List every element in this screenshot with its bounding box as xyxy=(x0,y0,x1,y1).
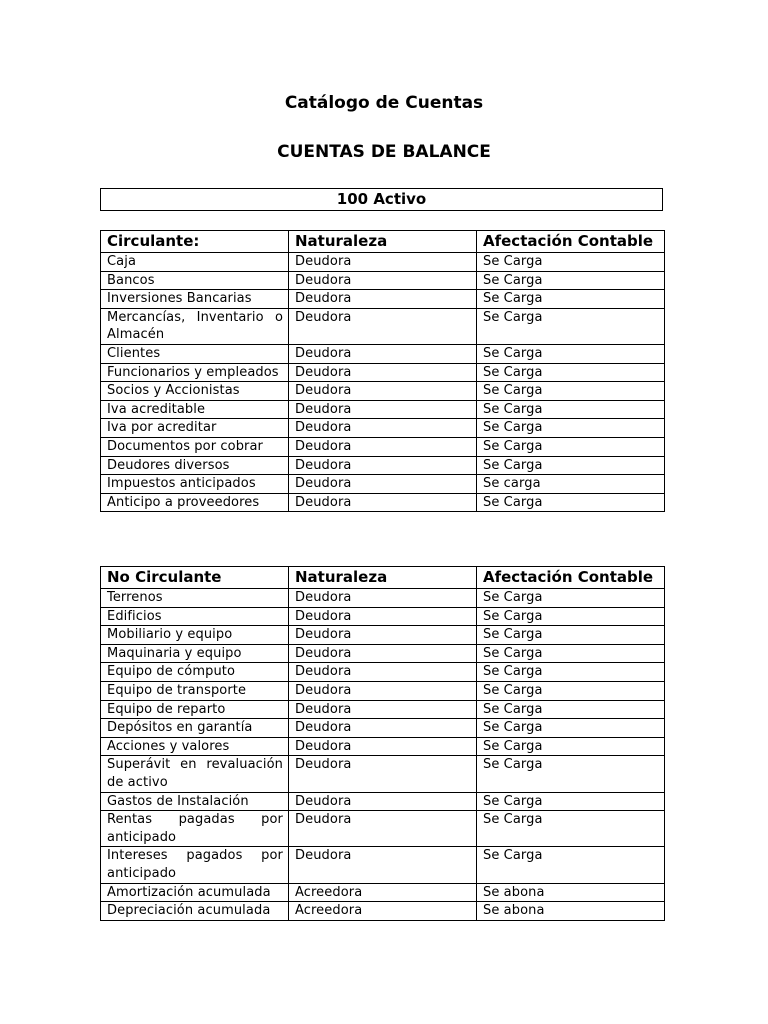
cell-afectacion: Se Carga xyxy=(477,400,665,419)
cell-naturaleza: Deudora xyxy=(289,719,477,738)
table-row xyxy=(101,456,665,475)
table-row xyxy=(101,756,665,792)
table-row xyxy=(101,419,665,438)
column-header-afectacion: Afectación Contable xyxy=(477,231,665,253)
cell-cuenta: Deudores diversos xyxy=(101,456,289,475)
cell-cuenta: Acciones y valores xyxy=(101,737,289,756)
cell-afectacion: Se Carga xyxy=(477,493,665,512)
table-row xyxy=(101,437,665,456)
cell-naturaleza: Deudora xyxy=(289,475,477,494)
cell-cuenta: Edificios xyxy=(101,607,289,626)
cell-naturaleza: Deudora xyxy=(289,756,477,792)
cell-naturaleza: Deudora xyxy=(289,344,477,363)
table-row xyxy=(101,626,665,645)
cell-naturaleza: Deudora xyxy=(289,663,477,682)
cell-cuenta: Mercancías, Inventario o Almacén xyxy=(101,308,289,344)
table-row xyxy=(101,400,665,419)
cell-cuenta: Anticipo a proveedores xyxy=(101,493,289,512)
cell-cuenta: Depreciación acumulada xyxy=(101,902,289,921)
cell-afectacion: Se Carga xyxy=(477,363,665,382)
cell-cuenta: Equipo de transporte xyxy=(101,681,289,700)
column-header-cuenta: Circulante: xyxy=(101,231,289,253)
cell-cuenta: Rentas pagadas por anticipado xyxy=(101,811,289,847)
cell-naturaleza: Deudora xyxy=(289,253,477,272)
table-row xyxy=(101,663,665,682)
group-heading-activo: 100 Activo xyxy=(100,188,663,211)
cell-naturaleza: Deudora xyxy=(289,626,477,645)
cell-naturaleza: Deudora xyxy=(289,811,477,847)
cell-cuenta: Iva acreditable xyxy=(101,400,289,419)
cell-cuenta: Superávit en revaluación de activo xyxy=(101,756,289,792)
table-row xyxy=(101,308,665,344)
table-row xyxy=(101,902,665,921)
cell-cuenta: Clientes xyxy=(101,344,289,363)
cell-cuenta: Maquinaria y equipo xyxy=(101,644,289,663)
cell-naturaleza: Deudora xyxy=(289,493,477,512)
cell-cuenta: Inversiones Bancarias xyxy=(101,290,289,309)
cell-naturaleza: Deudora xyxy=(289,271,477,290)
table-row xyxy=(101,271,665,290)
cell-afectacion: Se Carga xyxy=(477,663,665,682)
cell-afectacion: Se Carga xyxy=(477,308,665,344)
cell-naturaleza: Deudora xyxy=(289,308,477,344)
cell-naturaleza: Deudora xyxy=(289,456,477,475)
table-row xyxy=(101,382,665,401)
cell-naturaleza: Deudora xyxy=(289,607,477,626)
table-row xyxy=(101,681,665,700)
table-row xyxy=(101,290,665,309)
cell-cuenta: Gastos de Instalación xyxy=(101,792,289,811)
cell-cuenta: Amortización acumulada xyxy=(101,883,289,902)
table-row xyxy=(101,737,665,756)
table-row xyxy=(101,253,665,272)
table-row xyxy=(101,719,665,738)
column-header-afectacion: Afectación Contable xyxy=(477,567,665,589)
cell-naturaleza: Acreedora xyxy=(289,902,477,921)
cell-cuenta: Intereses pagados por anticipado xyxy=(101,847,289,883)
table-row xyxy=(101,644,665,663)
cell-naturaleza: Deudora xyxy=(289,792,477,811)
cell-cuenta: Caja xyxy=(101,253,289,272)
cell-afectacion: Se Carga xyxy=(477,344,665,363)
cell-afectacion: Se abona xyxy=(477,902,665,921)
cell-afectacion: Se abona xyxy=(477,883,665,902)
cell-cuenta: Depósitos en garantía xyxy=(101,719,289,738)
cell-afectacion: Se Carga xyxy=(477,644,665,663)
table-row xyxy=(101,607,665,626)
cell-naturaleza: Deudora xyxy=(289,400,477,419)
cell-naturaleza: Deudora xyxy=(289,644,477,663)
cell-cuenta: Impuestos anticipados xyxy=(101,475,289,494)
cell-afectacion: Se Carga xyxy=(477,626,665,645)
cell-naturaleza: Deudora xyxy=(289,737,477,756)
cell-afectacion: Se Carga xyxy=(477,607,665,626)
cell-cuenta: Bancos xyxy=(101,271,289,290)
table-row xyxy=(101,589,665,608)
cell-afectacion: Se Carga xyxy=(477,437,665,456)
cell-cuenta: Funcionarios y empleados xyxy=(101,363,289,382)
cell-naturaleza: Deudora xyxy=(289,419,477,438)
document-title: Catálogo de Cuentas xyxy=(284,93,484,113)
column-header-naturaleza: Naturaleza xyxy=(289,231,477,253)
cell-naturaleza: Acreedora xyxy=(289,883,477,902)
cell-afectacion: Se Carga xyxy=(477,847,665,883)
cell-naturaleza: Deudora xyxy=(289,363,477,382)
section-title: CUENTAS DE BALANCE xyxy=(277,142,491,162)
cell-naturaleza: Deudora xyxy=(289,681,477,700)
cell-cuenta: Mobiliario y equipo xyxy=(101,626,289,645)
column-header-naturaleza: Naturaleza xyxy=(289,567,477,589)
cell-naturaleza: Deudora xyxy=(289,437,477,456)
cell-naturaleza: Deudora xyxy=(289,847,477,883)
table-row xyxy=(101,344,665,363)
table-row xyxy=(101,363,665,382)
cell-naturaleza: Deudora xyxy=(289,290,477,309)
cell-afectacion: Se Carga xyxy=(477,719,665,738)
column-header-cuenta: No Circulante xyxy=(101,567,289,589)
cell-naturaleza: Deudora xyxy=(289,700,477,719)
table-row xyxy=(101,883,665,902)
table-row xyxy=(101,493,665,512)
cell-afectacion: Se Carga xyxy=(477,271,665,290)
cell-afectacion: Se Carga xyxy=(477,792,665,811)
cell-naturaleza: Deudora xyxy=(289,382,477,401)
cell-cuenta: Iva por acreditar xyxy=(101,419,289,438)
table-circulante xyxy=(100,230,665,512)
table-row xyxy=(101,811,665,847)
cell-cuenta: Terrenos xyxy=(101,589,289,608)
table-header-row xyxy=(101,567,665,589)
cell-afectacion: Se Carga xyxy=(477,253,665,272)
cell-afectacion: Se Carga xyxy=(477,382,665,401)
table-row xyxy=(101,847,665,883)
cell-cuenta: Documentos por cobrar xyxy=(101,437,289,456)
table-row xyxy=(101,700,665,719)
cell-afectacion: Se Carga xyxy=(477,811,665,847)
table-header-row xyxy=(101,231,665,253)
cell-afectacion: Se Carga xyxy=(477,756,665,792)
cell-afectacion: Se Carga xyxy=(477,589,665,608)
cell-afectacion: Se Carga xyxy=(477,419,665,438)
table-no-circulante xyxy=(100,566,665,921)
cell-cuenta: Socios y Accionistas xyxy=(101,382,289,401)
cell-cuenta: Equipo de reparto xyxy=(101,700,289,719)
cell-afectacion: Se Carga xyxy=(477,456,665,475)
table-row xyxy=(101,792,665,811)
cell-afectacion: Se Carga xyxy=(477,290,665,309)
cell-naturaleza: Deudora xyxy=(289,589,477,608)
table-row xyxy=(101,475,665,494)
cell-cuenta: Equipo de cómputo xyxy=(101,663,289,682)
cell-afectacion: Se Carga xyxy=(477,737,665,756)
cell-afectacion: Se Carga xyxy=(477,700,665,719)
cell-afectacion: Se carga xyxy=(477,475,665,494)
cell-afectacion: Se Carga xyxy=(477,681,665,700)
